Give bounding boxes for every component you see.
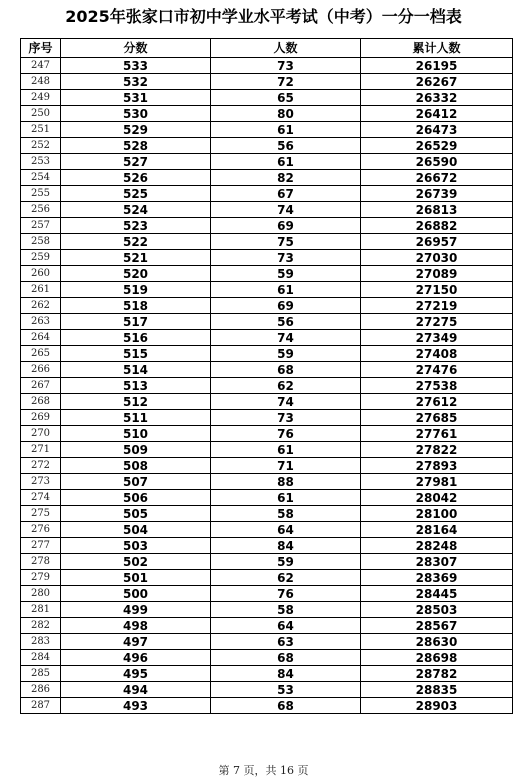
seq-cell: 279: [21, 570, 61, 586]
count-cell: 61: [211, 490, 361, 506]
table-row: [21, 490, 513, 506]
seq-cell: 266: [21, 362, 61, 378]
cumulative-cell: 28164: [361, 522, 513, 538]
score-cell: 532: [61, 74, 211, 90]
cumulative-cell: 27030: [361, 250, 513, 266]
seq-cell: 272: [21, 458, 61, 474]
score-cell: 498: [61, 618, 211, 634]
table-row: [21, 650, 513, 666]
seq-cell: 252: [21, 138, 61, 154]
cumulative-cell: 28369: [361, 570, 513, 586]
count-cell: 69: [211, 298, 361, 314]
table-row: [21, 282, 513, 298]
count-cell: 61: [211, 282, 361, 298]
score-cell: 508: [61, 458, 211, 474]
seq-cell: 251: [21, 122, 61, 138]
seq-cell: 270: [21, 426, 61, 442]
table-row: [21, 186, 513, 202]
score-cell: 518: [61, 298, 211, 314]
count-cell: 59: [211, 554, 361, 570]
seq-cell: 277: [21, 538, 61, 554]
header-seq: 序号: [21, 39, 61, 58]
score-cell: 521: [61, 250, 211, 266]
score-cell: 512: [61, 394, 211, 410]
table-row: [21, 170, 513, 186]
cumulative-cell: 27150: [361, 282, 513, 298]
count-cell: 61: [211, 442, 361, 458]
table-row: [21, 682, 513, 698]
table-row: [21, 202, 513, 218]
count-cell: 73: [211, 58, 361, 74]
score-cell: 509: [61, 442, 211, 458]
seq-cell: 263: [21, 314, 61, 330]
seq-cell: 259: [21, 250, 61, 266]
table-row: [21, 458, 513, 474]
header-cumulative: 累计人数: [361, 39, 513, 58]
count-cell: 74: [211, 394, 361, 410]
seq-cell: 262: [21, 298, 61, 314]
seq-cell: 275: [21, 506, 61, 522]
cumulative-cell: 26957: [361, 234, 513, 250]
count-cell: 59: [211, 266, 361, 282]
seq-cell: 276: [21, 522, 61, 538]
cumulative-cell: 27893: [361, 458, 513, 474]
cumulative-cell: 26813: [361, 202, 513, 218]
table-row: [21, 634, 513, 650]
table-row: [21, 314, 513, 330]
count-cell: 72: [211, 74, 361, 90]
count-cell: 64: [211, 618, 361, 634]
cumulative-cell: 26529: [361, 138, 513, 154]
seq-cell: 256: [21, 202, 61, 218]
score-cell: 493: [61, 698, 211, 714]
seq-cell: 278: [21, 554, 61, 570]
score-cell: 524: [61, 202, 211, 218]
score-cell: 527: [61, 154, 211, 170]
cumulative-cell: 27408: [361, 346, 513, 362]
table-row: [21, 586, 513, 602]
seq-cell: 264: [21, 330, 61, 346]
seq-cell: 248: [21, 74, 61, 90]
table-row: [21, 330, 513, 346]
count-cell: 62: [211, 378, 361, 394]
count-cell: 74: [211, 202, 361, 218]
cumulative-cell: 28307: [361, 554, 513, 570]
table-row: [21, 618, 513, 634]
score-cell: 522: [61, 234, 211, 250]
seq-cell: 285: [21, 666, 61, 682]
table-row: [21, 474, 513, 490]
cumulative-cell: 26473: [361, 122, 513, 138]
seq-cell: 260: [21, 266, 61, 282]
seq-cell: 249: [21, 90, 61, 106]
cumulative-cell: 27761: [361, 426, 513, 442]
cumulative-cell: 26195: [361, 58, 513, 74]
table-row: [21, 122, 513, 138]
header-score: 分数: [61, 39, 211, 58]
table-row: [21, 362, 513, 378]
cumulative-cell: 28903: [361, 698, 513, 714]
table-row: [21, 554, 513, 570]
score-cell: 506: [61, 490, 211, 506]
count-cell: 59: [211, 346, 361, 362]
count-cell: 82: [211, 170, 361, 186]
table-header-row: [21, 39, 513, 58]
table-row: [21, 250, 513, 266]
count-cell: 80: [211, 106, 361, 122]
score-cell: 510: [61, 426, 211, 442]
score-cell: 531: [61, 90, 211, 106]
cumulative-cell: 27089: [361, 266, 513, 282]
table-row: [21, 346, 513, 362]
count-cell: 53: [211, 682, 361, 698]
cumulative-cell: 26739: [361, 186, 513, 202]
count-cell: 75: [211, 234, 361, 250]
cumulative-cell: 28445: [361, 586, 513, 602]
score-cell: 496: [61, 650, 211, 666]
table-row: [21, 522, 513, 538]
count-cell: 73: [211, 410, 361, 426]
cumulative-cell: 28567: [361, 618, 513, 634]
cumulative-cell: 26267: [361, 74, 513, 90]
table-row: [21, 410, 513, 426]
score-cell: 507: [61, 474, 211, 490]
score-cell: 529: [61, 122, 211, 138]
score-cell: 530: [61, 106, 211, 122]
cumulative-cell: 27685: [361, 410, 513, 426]
count-cell: 64: [211, 522, 361, 538]
seq-cell: 253: [21, 154, 61, 170]
count-cell: 74: [211, 330, 361, 346]
table-row: [21, 298, 513, 314]
cumulative-cell: 27538: [361, 378, 513, 394]
score-cell: 505: [61, 506, 211, 522]
cumulative-cell: 28503: [361, 602, 513, 618]
seq-cell: 287: [21, 698, 61, 714]
score-cell: 514: [61, 362, 211, 378]
seq-cell: 268: [21, 394, 61, 410]
count-cell: 76: [211, 586, 361, 602]
seq-cell: 261: [21, 282, 61, 298]
seq-cell: 257: [21, 218, 61, 234]
cumulative-cell: 26882: [361, 218, 513, 234]
table-row: [21, 154, 513, 170]
cumulative-cell: 26412: [361, 106, 513, 122]
count-cell: 88: [211, 474, 361, 490]
seq-cell: 269: [21, 410, 61, 426]
seq-cell: 280: [21, 586, 61, 602]
seq-cell: 265: [21, 346, 61, 362]
seq-cell: 273: [21, 474, 61, 490]
cumulative-cell: 28835: [361, 682, 513, 698]
seq-cell: 281: [21, 602, 61, 618]
cumulative-cell: 27612: [361, 394, 513, 410]
seq-cell: 247: [21, 58, 61, 74]
count-cell: 84: [211, 666, 361, 682]
cumulative-cell: 28630: [361, 634, 513, 650]
table-row: [21, 378, 513, 394]
seq-cell: 255: [21, 186, 61, 202]
table-row: [21, 58, 513, 74]
count-cell: 68: [211, 650, 361, 666]
table-row: [21, 266, 513, 282]
seq-cell: 284: [21, 650, 61, 666]
count-cell: 56: [211, 314, 361, 330]
seq-cell: 258: [21, 234, 61, 250]
table-row: [21, 394, 513, 410]
count-cell: 73: [211, 250, 361, 266]
cumulative-cell: 27822: [361, 442, 513, 458]
cumulative-cell: 28698: [361, 650, 513, 666]
table-row: [21, 218, 513, 234]
page-title: 2025年张家口市初中学业水平考试（中考）一分一档表: [65, 7, 462, 26]
page-footer: 第 7 页，共 16 页: [218, 764, 309, 777]
score-cell: 499: [61, 602, 211, 618]
table-row: [21, 442, 513, 458]
score-cell: 494: [61, 682, 211, 698]
count-cell: 71: [211, 458, 361, 474]
table-row: [21, 506, 513, 522]
score-cell: 517: [61, 314, 211, 330]
score-cell: 500: [61, 586, 211, 602]
count-cell: 56: [211, 138, 361, 154]
cumulative-cell: 27219: [361, 298, 513, 314]
cumulative-cell: 26590: [361, 154, 513, 170]
table-row: [21, 538, 513, 554]
seq-cell: 267: [21, 378, 61, 394]
header-count: 人数: [211, 39, 361, 58]
seq-cell: 286: [21, 682, 61, 698]
count-cell: 58: [211, 602, 361, 618]
seq-cell: 282: [21, 618, 61, 634]
score-cell: 497: [61, 634, 211, 650]
score-cell: 501: [61, 570, 211, 586]
cumulative-cell: 27275: [361, 314, 513, 330]
table-row: [21, 90, 513, 106]
count-cell: 76: [211, 426, 361, 442]
table-row: [21, 138, 513, 154]
count-cell: 68: [211, 698, 361, 714]
seq-cell: 254: [21, 170, 61, 186]
score-cell: 525: [61, 186, 211, 202]
count-cell: 84: [211, 538, 361, 554]
count-cell: 62: [211, 570, 361, 586]
score-cell: 520: [61, 266, 211, 282]
score-cell: 504: [61, 522, 211, 538]
table-row: [21, 74, 513, 90]
count-cell: 69: [211, 218, 361, 234]
table-row: [21, 106, 513, 122]
table-row: [21, 698, 513, 714]
score-rank-table: [20, 38, 513, 714]
score-cell: 513: [61, 378, 211, 394]
count-cell: 61: [211, 154, 361, 170]
score-cell: 526: [61, 170, 211, 186]
count-cell: 67: [211, 186, 361, 202]
score-cell: 519: [61, 282, 211, 298]
table-row: [21, 234, 513, 250]
count-cell: 58: [211, 506, 361, 522]
score-cell: 495: [61, 666, 211, 682]
score-cell: 502: [61, 554, 211, 570]
count-cell: 63: [211, 634, 361, 650]
score-cell: 523: [61, 218, 211, 234]
cumulative-cell: 28248: [361, 538, 513, 554]
score-cell: 511: [61, 410, 211, 426]
seq-cell: 283: [21, 634, 61, 650]
seq-cell: 274: [21, 490, 61, 506]
seq-cell: 271: [21, 442, 61, 458]
cumulative-cell: 28100: [361, 506, 513, 522]
score-cell: 516: [61, 330, 211, 346]
seq-cell: 250: [21, 106, 61, 122]
count-cell: 68: [211, 362, 361, 378]
table-row: [21, 602, 513, 618]
table-row: [21, 570, 513, 586]
cumulative-cell: 27349: [361, 330, 513, 346]
count-cell: 65: [211, 90, 361, 106]
cumulative-cell: 28782: [361, 666, 513, 682]
table-row: [21, 666, 513, 682]
table-row: [21, 426, 513, 442]
score-cell: 528: [61, 138, 211, 154]
cumulative-cell: 26672: [361, 170, 513, 186]
cumulative-cell: 26332: [361, 90, 513, 106]
score-cell: 515: [61, 346, 211, 362]
cumulative-cell: 27981: [361, 474, 513, 490]
score-cell: 503: [61, 538, 211, 554]
count-cell: 61: [211, 122, 361, 138]
score-cell: 533: [61, 58, 211, 74]
cumulative-cell: 27476: [361, 362, 513, 378]
cumulative-cell: 28042: [361, 490, 513, 506]
